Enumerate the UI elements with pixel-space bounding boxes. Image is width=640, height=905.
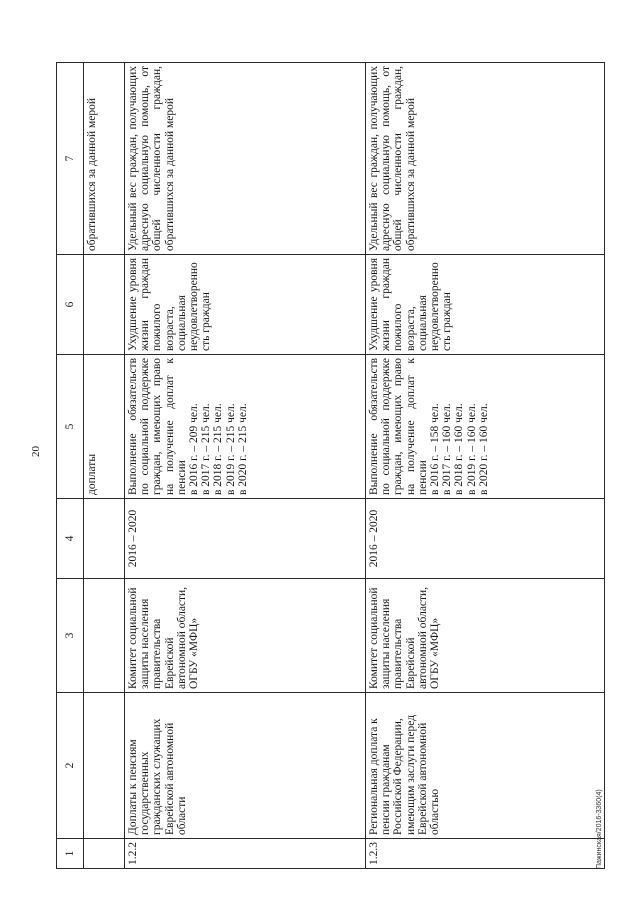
consequence: Ухудшение уровня жизни граждан пожилого возраста, социальная неудовлетворенность граждан [125, 255, 366, 355]
result-year: в 2017 г. – 160 чел. [441, 403, 454, 495]
result-year: в 2017 г. – 215 чел. [200, 403, 213, 495]
row-number: 1.2.3 [366, 839, 605, 869]
result-year: в 2019 г. – 215 чел. [224, 403, 237, 495]
header-col-4: 4 [57, 499, 84, 579]
header-col-3: 3 [57, 579, 84, 693]
result-year: в 2016 г. – 158 чел. [429, 403, 442, 495]
result-text: Выполнение обязательств по социальной поддержке граждан, имеющих право на получение доплат к пенсии [368, 358, 429, 495]
header-col-5: 5 [57, 355, 84, 499]
continuation-indicator: обратившихся за данной мерой [84, 63, 125, 255]
table-row [366, 63, 605, 869]
result-year: в 2020 г. – 215 чел. [236, 403, 249, 495]
result-year: в 2018 г. – 160 чел. [453, 403, 466, 495]
indicator: Удельный вес граждан, получающих адресную социальную помощь, от общей численности граждан, обратившихся за данной мерой [125, 63, 366, 255]
result-year: в 2019 г. – 160 чел. [465, 403, 478, 495]
header-col-6: 6 [57, 255, 84, 355]
executor: Комитет социальной защиты населения правительства Еврейской автономной области, ОГБУ «МФЦ» [125, 579, 366, 693]
header-col-2: 2 [57, 693, 84, 839]
header-col-7: 7 [57, 63, 84, 255]
header-col-1: 1 [57, 839, 84, 869]
program-measures-table [56, 62, 605, 869]
period: 2016 – 2020 [366, 499, 605, 579]
executor: Комитет социальной защиты населения правительства Еврейской автономной области, ОГБУ «МФЦ» [366, 579, 605, 693]
period: 2016 – 2020 [125, 499, 366, 579]
document-reference: Пажинская/2016-3360(4) [596, 789, 603, 869]
consequence: Ухудшение уровня жизни граждан пожилого возраста, социальная неудовлетворенность граждан [366, 255, 605, 355]
measure-name: Региональная доплата к пенсии гражданам Российской Федерации, имеющим заслуги перед Еврейской автономной областью [366, 693, 605, 839]
indicator: Удельный вес граждан, получающих адресную социальную помощь, от общей численности граждан, обратившихся за данной мерой [366, 63, 605, 255]
result-text: Выполнение обязательств по социальной поддержке граждан, имеющих право на получение доплат к пенсии [127, 358, 188, 495]
expected-result [125, 355, 366, 499]
result-year: в 2018 г. – 215 чел. [212, 403, 225, 495]
result-year: в 2016 г. – 209 чел. [188, 403, 201, 495]
continuation-row [84, 63, 125, 869]
page-number: 20 [30, 446, 42, 457]
expected-result [366, 355, 605, 499]
header-row [57, 63, 84, 869]
row-number: 1.2.2 [125, 839, 366, 869]
continuation-result: доплаты [84, 355, 125, 499]
measure-name: Доплаты к пенсиям государственных гражданских служащих Еврейской автономной области [125, 693, 366, 839]
result-year: в 2020 г. – 160 чел. [477, 403, 490, 495]
rotated-table-container [56, 63, 594, 869]
table-row [125, 63, 366, 869]
